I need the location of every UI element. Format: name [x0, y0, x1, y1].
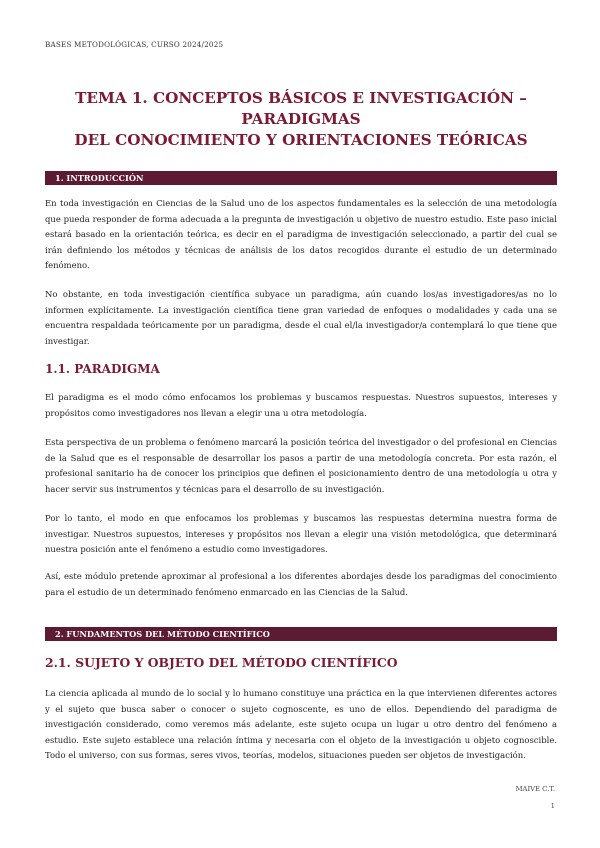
footer-author: MAIVE C.T.: [515, 785, 555, 793]
running-header: BASES METODOLÓGICAS, CURSO 2024/2025: [45, 40, 224, 49]
heading-sujeto-objeto: 2.1. SUJETO Y OBJETO DEL MÉTODO CIENTÍFICO: [45, 655, 398, 670]
paradigma-paragraph-3: Por lo tanto, el modo en que enfocamos los problemas y buscamos las respuestas determina nuestra forma de investigar. Nuestros supuestos, intereses y propósitos nos llevan a elegir una visión metodológica, que determinará nuestra posición ante el fenómeno a estudio como investigadores.: [45, 513, 557, 554]
heading-paradigma: 1.1. PARADIGMA: [45, 362, 160, 376]
section-bar-introduccion: 1. INTRODUCCIÓN: [45, 171, 557, 185]
section-bar-fundamentos: 2. FUNDAMENTOS DEL MÉTODO CIENTÍFICO: [45, 627, 557, 641]
sujeto-paragraph-1: La ciencia aplicada al mundo de lo social y lo humano constituye una práctica en la que intervienen diferentes actores y el sujeto que busca saber o conocer o sujeto cognoscente, es uno de ellos. Dependiendo del paradigma de investigación considerado, como veremos más adelante, este sujeto ocupa un lugar u otro dentro del fenómeno a estudio. Este sujeto establece una relación íntima y necesaria con el objeto de la investigación u objeto cognoscible. Todo el universo, con sus formas, seres vivos, teorías, modelos, situaciones pueden ser objetos de investigación.: [45, 688, 557, 760]
title-line-2: DEL CONOCIMIENTO Y ORIENTACIONES TEÓRICAS: [74, 131, 528, 149]
paradigma-paragraph-1: El paradigma es el modo cómo enfocamos los problemas y buscamos respuestas. Nuestros supuestos, intereses y propósitos como investigadores nos llevan a elegir una u otra metodología.: [45, 392, 557, 418]
page-title: [45, 88, 557, 151]
paradigma-paragraph-2: Esta perspectiva de un problema o fenómeno marcará la posición teórica del investigador o del profesional en Ciencias de la Salud que es el responsable de desarrollar los pasos a partir de una metodología concreta. Por esta razón, el profesional sanitario ha de conocer los principios que definen el posicionamiento dentro de una metodología u otra y hacer servir sus instrumentos y técnicas para el desarrollo de su investigación.: [45, 437, 557, 494]
paradigma-paragraph-4: Así, este módulo pretende aproximar al profesional a los diferentes abordajes desde los paradigmas del conocimiento para el estudio de un determinado fenómeno enmarcado en las Ciencias de la Salud.: [45, 571, 557, 597]
title-line-1: TEMA 1. CONCEPTOS BÁSICOS E INVESTIGACIÓN – PARADIGMAS: [75, 89, 527, 128]
intro-paragraph-1: En toda investigación en Ciencias de la Salud uno de los aspectos fundamentales es la selección de una metodología que pueda responder de forma adecuada a la pregunta de investigación u objetivo de nuestro estudio. Este paso inicial estará basado en la orientación teórica, es decir en el paradigma de investigación seleccionado, a partir del cual se irán definiendo los métodos y técnicas de análisis de los datos recogidos durante el estudio de un determinado fenómeno.: [45, 198, 557, 270]
intro-paragraph-2: No obstante, en toda investigación científica subyace un paradigma, aún cuando los/as investigadores/as no lo informen explícitamente. La investigación científica tiene gran variedad de enfoques o modalidades y cada una se encuentra respaldada teóricamente por un paradigma, desde el cual el/la investigador/a contemplará lo que tiene que investigar.: [45, 289, 557, 346]
page-number: 1: [550, 802, 555, 810]
